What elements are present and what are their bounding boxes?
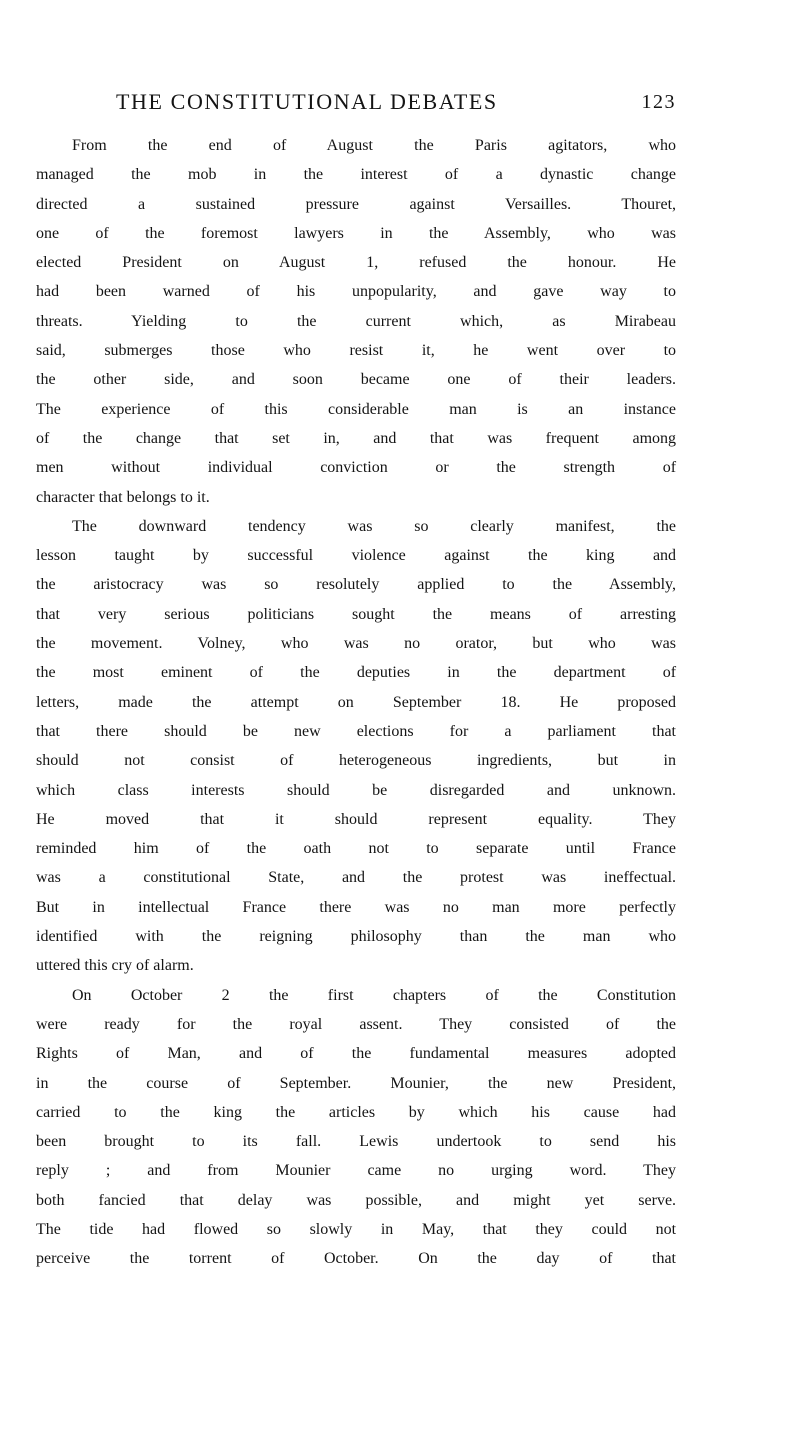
text-line: one of the foremost lawyers in the Assembly, who was <box>36 224 676 242</box>
text-line: character that belongs to it. <box>36 488 210 506</box>
text-line: been brought to its fall. Lewis undertook to send his <box>36 1133 677 1151</box>
text-line: had been warned of his unpopularity, and gave way to <box>36 283 677 301</box>
text-line: carried to the king the articles by which his cause had <box>36 1103 676 1121</box>
running-head <box>36 86 676 118</box>
paragraph-3 <box>36 987 676 1280</box>
text-line: in the course of September. Mounier, the new President, <box>36 1074 677 1092</box>
text-line: perceive the torrent of October. On the day of that <box>36 1250 677 1268</box>
paragraph-2 <box>36 518 676 987</box>
text-line: But in intellectual France there was no man more perfectly <box>36 898 677 916</box>
text-line: reminded him of the oath not to separate until France <box>36 840 676 858</box>
text-line: that very serious politicians sought the means of arresting <box>36 605 677 623</box>
text-line: The downward tendency was so clearly manifest, the <box>72 517 676 535</box>
text-line: letters, made the attempt on September 18. He proposed <box>36 693 676 711</box>
text-line: the aristocracy was so resolutely applied to the Assembly, <box>36 576 676 594</box>
text-line: Rights of Man, and of the fundamental measures adopted <box>36 1045 677 1063</box>
running-title: THE CONSTITUTIONAL DEBATES <box>116 89 498 114</box>
text-line: directed a sustained pressure against Versailles. Thouret, <box>36 195 677 213</box>
text-line: should not consist of heterogeneous ingredients, but in <box>36 752 676 770</box>
text-line: the movement. Volney, who was no orator, but who was <box>36 635 677 653</box>
paragraph-1 <box>36 137 676 518</box>
text-line: the other side, and soon became one of their leaders. <box>36 371 676 389</box>
text-line: was a constitutional State, and the protest was ineffectual. <box>36 869 677 887</box>
text-line: men without individual conviction or the strength of <box>36 459 677 477</box>
text-line: the most eminent of the deputies in the department of <box>36 664 677 682</box>
text-line: said, submerges those who resist it, he went over to <box>36 342 677 360</box>
text-line: which class interests should be disregarded and unknown. <box>36 781 677 799</box>
text-line: uttered this cry of alarm. <box>36 957 194 975</box>
text-line: reply ; and from Mounier came no urging word. They <box>36 1162 676 1180</box>
page-number: 123 <box>641 91 676 113</box>
text-line: were ready for the royal assent. They consisted of the <box>36 1015 676 1033</box>
text-line: identified with the reigning philosophy than the man who <box>36 928 677 946</box>
text-line: of the change that set in, and that was frequent among <box>36 429 677 447</box>
text-line: both fancied that delay was possible, and might yet serve. <box>36 1191 677 1209</box>
body-text <box>36 137 676 1280</box>
text-line: elected President on August 1, refused the honour. He <box>36 254 677 272</box>
text-line: lesson taught by successful violence against the king and <box>36 547 677 565</box>
text-line: managed the mob in the interest of a dynastic change <box>36 166 677 184</box>
text-line: He moved that it should represent equality. They <box>36 810 676 828</box>
text-line: that there should be new elections for a parliament that <box>36 722 676 740</box>
text-line: The experience of this considerable man is an instance <box>36 400 676 418</box>
text-line: On October 2 the first chapters of the Constitution <box>72 986 677 1004</box>
text-line: From the end of August the Paris agitators, who <box>72 137 677 154</box>
text-line: threats. Yielding to the current which, as Mirabeau <box>36 312 676 330</box>
text-line: The tide had flowed so slowly in May, that they could not <box>36 1220 677 1238</box>
